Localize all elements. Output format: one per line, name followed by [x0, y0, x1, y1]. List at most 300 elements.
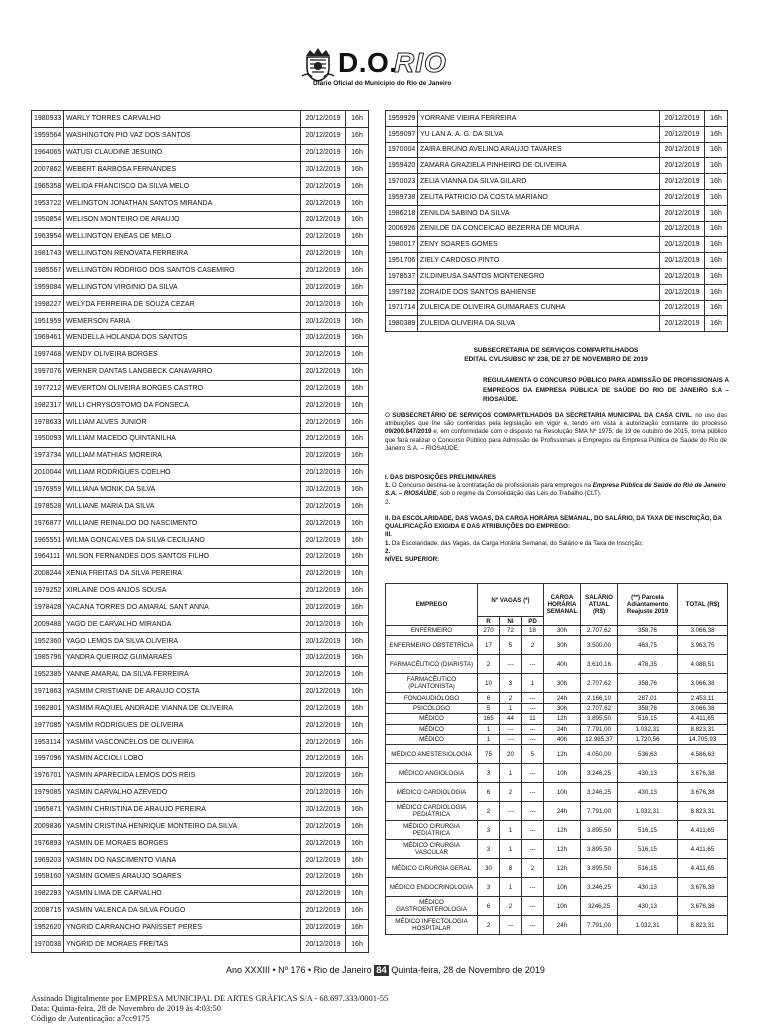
exam-date: 20/12/2019 — [301, 397, 346, 414]
carga-horaria: 24h — [544, 693, 581, 703]
exam-date: 20/12/2019 — [301, 279, 346, 296]
exam-date: 20/12/2019 — [301, 666, 346, 683]
vagas-ni: 72 — [500, 626, 522, 636]
exam-time: 16h — [346, 431, 369, 448]
table-row — [32, 329, 369, 346]
exam-date: 20/12/2019 — [301, 498, 346, 515]
table-row — [386, 158, 728, 174]
candidate-id: 1976959 — [32, 481, 64, 498]
exam-date: 20/12/2019 — [301, 363, 346, 380]
table-row — [386, 674, 728, 693]
table-row — [386, 714, 728, 724]
table-row — [32, 683, 369, 700]
salario: 2.707,62 — [581, 674, 618, 693]
section-1-item-2: 2. — [385, 498, 391, 506]
candidate-name: WEMERSON FARIA — [64, 313, 301, 330]
exam-date: 20/12/2019 — [301, 650, 346, 667]
vagas-pd: 2 — [522, 636, 544, 655]
table-row — [386, 783, 728, 802]
vagas-ni: 1 — [500, 703, 522, 713]
table-row — [32, 751, 369, 768]
section-2-item-1 — [385, 540, 727, 548]
candidate-id: 1976701 — [32, 767, 64, 784]
table-row — [32, 178, 369, 195]
carga-horaria: 12h — [544, 714, 581, 724]
candidate-name: WELIDA FRANCISCO DA SILVA MELO — [64, 178, 301, 195]
exam-time: 16h — [346, 111, 369, 128]
exam-date: 20/12/2019 — [301, 161, 346, 178]
parcela: 1.720,56 — [618, 734, 678, 744]
table-row — [386, 300, 728, 316]
vagas-pd: 5 — [522, 745, 544, 764]
candidate-id: 1959097 — [386, 126, 418, 142]
candidate-id: 1985796 — [32, 650, 64, 667]
carga-horaria: 10h — [544, 878, 581, 897]
table-row — [32, 447, 369, 464]
exam-date: 20/12/2019 — [301, 852, 346, 869]
total: 8.823,31 — [678, 802, 728, 821]
carga-horaria: 30h — [544, 703, 581, 713]
exam-date: 20/12/2019 — [301, 700, 346, 717]
footer-right: Quinta-feira, 28 de Novembro de 2019 — [391, 965, 545, 975]
exam-date: 20/12/2019 — [301, 414, 346, 431]
col-salario: SALÁRIO ATUAL (R$) — [581, 584, 618, 626]
candidates-table-right — [385, 110, 728, 332]
salario: 2.166,10 — [581, 693, 618, 703]
exam-date: 20/12/2019 — [301, 532, 346, 549]
candidate-id: 1976877 — [32, 515, 64, 532]
item-text-b: Empresa Pública de Saúde do Rio de Janeiro S.A. – RIOSAÚDE — [385, 482, 726, 498]
exam-date: 20/12/2019 — [660, 316, 705, 332]
table-row — [32, 431, 369, 448]
section-1 — [385, 474, 727, 507]
edital-dept: SUBSECRETARIA DE SERVIÇOS COMPARTILHADOS — [473, 347, 639, 354]
table-row — [32, 532, 369, 549]
exam-date: 20/12/2019 — [301, 228, 346, 245]
candidate-name: WILLIAM MATHIAS MOREIRA — [64, 447, 301, 464]
section-2-title: II. DA ESCOLARIDADE, DAS VAGAS, DA CARGA HORÁRIA SEMANAL, DO SALÁRIO, DA TAXA DE INSCRIÇÃO, DA QUALIFICAÇÃO EXIGIDA E DAS ATRIBUIÇÕES DO EMPREGO: — [385, 515, 722, 531]
body-lead: O — [385, 412, 390, 419]
salario: 7.791,00 — [581, 916, 618, 935]
carga-horaria: 10h — [544, 897, 581, 916]
candidate-id: 1964065 — [32, 144, 64, 161]
emprego: FARMACÊUTICO (DIARISTA) — [386, 655, 478, 674]
parcela: 1.032,31 — [618, 916, 678, 935]
exam-date: 20/12/2019 — [301, 346, 346, 363]
candidate-id: 1959084 — [32, 279, 64, 296]
table-row — [386, 253, 728, 269]
candidate-name: ZULEICA DE OLIVEIRA GUIMARAES CUNHA — [418, 300, 660, 316]
city-seal-icon — [300, 46, 336, 82]
candidate-name: WILLI CHRYSOSTOMO DA FONSECA — [64, 397, 301, 414]
candidate-id: 1977085 — [32, 717, 64, 734]
emprego: MÉDICO ENDOCRINOLOGIA — [386, 878, 478, 897]
table-row — [386, 693, 728, 703]
salario: 12.985,37 — [581, 734, 618, 744]
exam-time: 16h — [705, 300, 728, 316]
salario: 4.050,00 — [581, 745, 618, 764]
section-1-title: I. DAS DISPOSIÇÕES PRELIMINARES — [385, 474, 497, 481]
signature-line-1: Assinado Digitalmente por EMPRESA MUNICIPAL DE ARTES GRÁFICAS S/A - 68.697.333/0001-55 — [31, 993, 389, 1003]
candidate-id: 1959420 — [386, 158, 418, 174]
vagas-ni: 44 — [500, 714, 522, 724]
col-pd: PD — [522, 617, 544, 626]
total: 3.676,38 — [678, 897, 728, 916]
exam-date: 20/12/2019 — [660, 158, 705, 174]
vagas-ni: 3 — [500, 674, 522, 693]
exam-time: 16h — [705, 221, 728, 237]
exam-date: 20/12/2019 — [301, 734, 346, 751]
candidate-name: ZAMARA GRAZIELA PINHEIRO DE OLIVEIRA — [418, 158, 660, 174]
total: 4.586,63 — [678, 745, 728, 764]
table-row — [32, 144, 369, 161]
table-row — [386, 316, 728, 332]
exam-date: 20/12/2019 — [301, 818, 346, 835]
emprego: MÉDICO CIRURGIA VASCULAR — [386, 840, 478, 859]
salario: 3.246,25 — [581, 878, 618, 897]
candidate-id: 1998227 — [32, 296, 64, 313]
exam-time: 16h — [346, 380, 369, 397]
vagas-pd: --- — [522, 734, 544, 744]
table-row — [32, 127, 369, 144]
table-row — [32, 868, 369, 885]
table-row — [32, 279, 369, 296]
vagas-pd: --- — [522, 764, 544, 783]
exam-date: 20/12/2019 — [301, 195, 346, 212]
table-row — [32, 212, 369, 229]
candidate-id: 2009488 — [32, 616, 64, 633]
vagas-r: 3 — [478, 878, 500, 897]
salario: 2.707,62 — [581, 703, 618, 713]
col-r: R — [478, 617, 500, 626]
table-row — [386, 821, 728, 840]
vagas-r: 2 — [478, 802, 500, 821]
candidate-id: 1971863 — [32, 683, 64, 700]
exam-time: 16h — [346, 582, 369, 599]
exam-time: 16h — [346, 700, 369, 717]
table-row — [386, 745, 728, 764]
exam-time: 16h — [346, 329, 369, 346]
vagas-r: 1 — [478, 734, 500, 744]
candidate-id: 2009836 — [32, 818, 64, 835]
carga-horaria: 30h — [544, 636, 581, 655]
exam-time: 16h — [705, 253, 728, 269]
candidate-name: ZILDINEUSA SANTOS MONTENEGRO — [418, 268, 660, 284]
parcela: 430,13 — [618, 783, 678, 802]
parcela: 478,35 — [618, 655, 678, 674]
candidate-name: WELLINGTON RODRIGO DOS SANTOS CASEMIRO — [64, 262, 301, 279]
total: 3.066,38 — [678, 626, 728, 636]
candidate-id: 1950093 — [32, 431, 64, 448]
emprego: MÉDICO CIRURGIA PEDIÁTRICA — [386, 821, 478, 840]
total: 3.963,75 — [678, 636, 728, 655]
candidate-id: 1951959 — [32, 313, 64, 330]
exam-date: 20/12/2019 — [301, 902, 346, 919]
emprego: FONOAUDIÓLOGO — [386, 693, 478, 703]
exam-time: 16h — [346, 447, 369, 464]
table-row — [386, 126, 728, 142]
candidate-name: YASMIN GOMES ARAUJO SOARES — [64, 868, 301, 885]
exam-date: 20/12/2019 — [301, 835, 346, 852]
table-row — [32, 700, 369, 717]
table-row — [386, 174, 728, 190]
exam-time: 16h — [346, 650, 369, 667]
exam-date: 20/12/2019 — [660, 268, 705, 284]
exam-time: 16h — [705, 158, 728, 174]
table-row — [32, 414, 369, 431]
parcela: 516,15 — [618, 859, 678, 878]
parcela: 516,15 — [618, 840, 678, 859]
candidate-id: 1965871 — [32, 801, 64, 818]
table-row — [32, 767, 369, 784]
candidate-name: ZELITA PATRICIO DA COSTA MARIANO — [418, 189, 660, 205]
emprego: MÉDICO CIRURGIA GERAL — [386, 859, 478, 878]
candidate-name: YASMIN DO NASCIMENTO VIANA — [64, 852, 301, 869]
parcela: 516,15 — [618, 714, 678, 724]
exam-date: 20/12/2019 — [660, 300, 705, 316]
candidate-name: WENDELLA HOLANDA DOS SANTOS — [64, 329, 301, 346]
table-row — [386, 237, 728, 253]
table-row — [386, 111, 728, 127]
total: 4.088,51 — [678, 655, 728, 674]
exam-time: 16h — [346, 498, 369, 515]
exam-date: 20/12/2019 — [660, 284, 705, 300]
candidate-id: 1969461 — [32, 329, 64, 346]
carga-horaria: 10h — [544, 764, 581, 783]
edital-body — [385, 412, 727, 453]
total: 2.453,11 — [678, 693, 728, 703]
carga-horaria: 10h — [544, 783, 581, 802]
candidate-name: YANDRA QUEIROZ GUIMARAES — [64, 650, 301, 667]
vagas-ni: 2 — [500, 783, 522, 802]
exam-time: 16h — [346, 902, 369, 919]
table-row — [32, 784, 369, 801]
candidate-id: 1976893 — [32, 835, 64, 852]
exam-date: 20/12/2019 — [301, 329, 346, 346]
item-num: 1. — [385, 539, 391, 547]
emprego: MÉDICO GASTROENTEROLOGIA — [386, 897, 478, 916]
candidates-table-left — [31, 110, 369, 953]
salario: 3.500,00 — [581, 636, 618, 655]
page-number: 84 — [376, 965, 387, 976]
candidate-id: 1978528 — [32, 498, 64, 515]
exam-time: 16h — [346, 666, 369, 683]
emprego: MÉDICO ANGIOLOGIA — [386, 764, 478, 783]
table-row — [386, 142, 728, 158]
table-row — [32, 835, 369, 852]
carga-horaria: 12h — [544, 745, 581, 764]
exam-date: 20/12/2019 — [301, 717, 346, 734]
exam-date: 20/12/2019 — [301, 245, 346, 262]
exam-time: 16h — [346, 346, 369, 363]
candidate-id: 1997076 — [32, 363, 64, 380]
salario: 3.610,16 — [581, 655, 618, 674]
total: 3.676,38 — [678, 764, 728, 783]
candidate-id: 2008244 — [32, 565, 64, 582]
emprego: MÉDICO ANESTESIOLOGIA — [386, 745, 478, 764]
emprego: MÉDICO CARDIOLOGIA PEDIÁTRICA — [386, 802, 478, 821]
carga-horaria: 24h — [544, 916, 581, 935]
exam-date: 20/12/2019 — [301, 599, 346, 616]
emprego: MÉDICO INFECTOLOGIA HOSPITALAR — [386, 916, 478, 935]
col-vagas: Nº VAGAS (*) — [478, 584, 544, 617]
vagas-ni: 2 — [500, 693, 522, 703]
table-row — [32, 346, 369, 363]
edital-resolve: REGULAMENTA O CONCURSO PÚBLICO PARA ADMISSÃO DE PROFISSIONAIS A EMPREGOS DA EMPRESA PÚBLICA DE SAÚDE DO RIO DE JANEIRO S.A – RIOSAÚDE. — [483, 377, 729, 404]
col-total: TOTAL (R$) — [678, 584, 728, 626]
exam-date: 20/12/2019 — [301, 582, 346, 599]
parcela: 358,76 — [618, 703, 678, 713]
exam-time: 16h — [705, 189, 728, 205]
salario: 3.895,50 — [581, 859, 618, 878]
candidate-name: WILMA GONCALVES DA SILVA CECILIANO — [64, 532, 301, 549]
candidate-id: 1971714 — [386, 300, 418, 316]
vagas-pd: 11 — [522, 714, 544, 724]
section-2 — [385, 515, 727, 564]
candidate-id: 1978633 — [32, 414, 64, 431]
vagas-pd: --- — [522, 916, 544, 935]
exam-date: 20/12/2019 — [301, 212, 346, 229]
table-row — [32, 363, 369, 380]
table-row — [386, 703, 728, 713]
vagas-pd: 1 — [522, 674, 544, 693]
exam-date: 20/12/2019 — [301, 296, 346, 313]
table-row — [32, 582, 369, 599]
candidate-name: WILSON FERNANDES DOS SANTOS FILHO — [64, 548, 301, 565]
table-row — [32, 852, 369, 869]
parcela: 516,15 — [618, 821, 678, 840]
candidate-id: 1981743 — [32, 245, 64, 262]
col-emprego: EMPREGO — [386, 584, 478, 626]
body-rest: e, em conformidade com o disposto na Resolução SMA Nº 1975, de 19 de outubro de 2015, torna público que fará realizar o Concurso Público para Admissão de Profissionais a Empregos da Empresa Pública de Saúde do Rio de Janeiro S.A. – RIOSAÚDE. — [385, 428, 727, 452]
table-row — [386, 268, 728, 284]
exam-date: 20/12/2019 — [660, 205, 705, 221]
parcela: 1.032,31 — [618, 802, 678, 821]
salario: 3.895,50 — [581, 840, 618, 859]
edital-number: EDITAL CVL/SUBSC Nº 238, DE 27 DE NOVEMBRO DE 2019 — [464, 356, 648, 363]
vagas-pd: --- — [522, 655, 544, 674]
vagas-r: 10 — [478, 674, 500, 693]
exam-time: 16h — [346, 633, 369, 650]
table-row — [386, 840, 728, 859]
candidate-name: YACANA TORRES DO AMARAL SANT ANNA — [64, 599, 301, 616]
parcela: 287,01 — [618, 693, 678, 703]
candidate-id: 1985567 — [32, 262, 64, 279]
table-row — [386, 734, 728, 744]
candidate-name: YORRANE VIEIRA FERREIRA — [418, 111, 660, 127]
table-row — [32, 717, 369, 734]
salario: 3.246,25 — [581, 783, 618, 802]
candidate-id: 1982801 — [32, 700, 64, 717]
candidate-name: YU LAN A. A. G. DA SILVA — [418, 126, 660, 142]
candidate-id: 1978537 — [386, 268, 418, 284]
salario: 7.791,00 — [581, 724, 618, 734]
table-row — [32, 919, 369, 936]
candidate-id: 1965358 — [32, 178, 64, 195]
total: 14.705,93 — [678, 734, 728, 744]
candidate-id: 1950854 — [32, 212, 64, 229]
parcela: 463,75 — [618, 636, 678, 655]
total: 3.066,38 — [678, 703, 728, 713]
candidate-id: 1979252 — [32, 582, 64, 599]
exam-date: 20/12/2019 — [301, 565, 346, 582]
total: 4.411,65 — [678, 714, 728, 724]
candidate-name: YASMIN CHRISTINA DE ARAUJO PEREIRA — [64, 801, 301, 818]
exam-time: 16h — [346, 835, 369, 852]
vagas-ni: --- — [500, 724, 522, 734]
exam-date: 20/12/2019 — [301, 178, 346, 195]
table-row — [386, 205, 728, 221]
vagas-ni: --- — [500, 802, 522, 821]
exam-time: 16h — [346, 852, 369, 869]
vagas-pd: --- — [522, 724, 544, 734]
table-row — [386, 764, 728, 783]
exam-time: 16h — [346, 784, 369, 801]
vagas-pd: --- — [522, 783, 544, 802]
exam-time: 16h — [346, 717, 369, 734]
exam-time: 16h — [705, 111, 728, 127]
parcela: 1.032,31 — [618, 724, 678, 734]
col-ni: NI — [500, 617, 522, 626]
candidate-name: YASMIM CRISTIANE DE ARAUJO COSTA — [64, 683, 301, 700]
table-row — [386, 897, 728, 916]
candidate-name: YASMIN LIMA DE CARVALHO — [64, 885, 301, 902]
table-row — [32, 195, 369, 212]
candidate-id: 1979085 — [32, 784, 64, 801]
table-row — [32, 228, 369, 245]
table-row — [32, 111, 369, 128]
table-row — [32, 161, 369, 178]
table-row — [386, 878, 728, 897]
candidate-name: XENIA FREITAS DA SILVA PEREIRA — [64, 565, 301, 582]
candidate-id: 1986218 — [386, 205, 418, 221]
candidate-id: 1970023 — [386, 174, 418, 190]
candidate-name: WELLINGTON RENOVATA FERREIRA — [64, 245, 301, 262]
candidate-id: 1997468 — [32, 346, 64, 363]
section-2-item-2: 2. — [385, 547, 391, 555]
exam-date: 20/12/2019 — [301, 784, 346, 801]
table-row — [32, 633, 369, 650]
exam-time: 16h — [346, 734, 369, 751]
vagas-ni: --- — [500, 734, 522, 744]
candidate-name: YASMIN ACCIOLI LOBO — [64, 751, 301, 768]
table-row — [32, 599, 369, 616]
vagas-r: 3 — [478, 840, 500, 859]
exam-date: 20/12/2019 — [660, 253, 705, 269]
vagas-ni: 5 — [500, 636, 522, 655]
candidate-id: 1997182 — [386, 284, 418, 300]
exam-date: 20/12/2019 — [660, 221, 705, 237]
candidate-name: YASMIN APARECIDA LEMOS DOS REIS — [64, 767, 301, 784]
exam-time: 16h — [346, 565, 369, 582]
table-row — [32, 818, 369, 835]
table-row — [386, 916, 728, 935]
candidate-id: 1964111 — [32, 548, 64, 565]
candidate-id: 2010044 — [32, 464, 64, 481]
candidate-name: WERNER DANTAS LANGBECK CANAVARRO — [64, 363, 301, 380]
candidate-name: YNGRID DE MORAES FREITAS — [64, 936, 301, 953]
emprego: ENFERMEIRO OBSTETRÍCIA — [386, 636, 478, 655]
salario: 3.895,50 — [581, 821, 618, 840]
candidate-name: YASMIN CARVALHO AZEVEDO — [64, 784, 301, 801]
exam-time: 16h — [346, 885, 369, 902]
total: 8.823,31 — [678, 916, 728, 935]
exam-time: 16h — [346, 178, 369, 195]
exam-time: 16h — [346, 296, 369, 313]
candidate-id: 1953722 — [32, 195, 64, 212]
table-row — [32, 734, 369, 751]
exam-time: 16h — [346, 313, 369, 330]
